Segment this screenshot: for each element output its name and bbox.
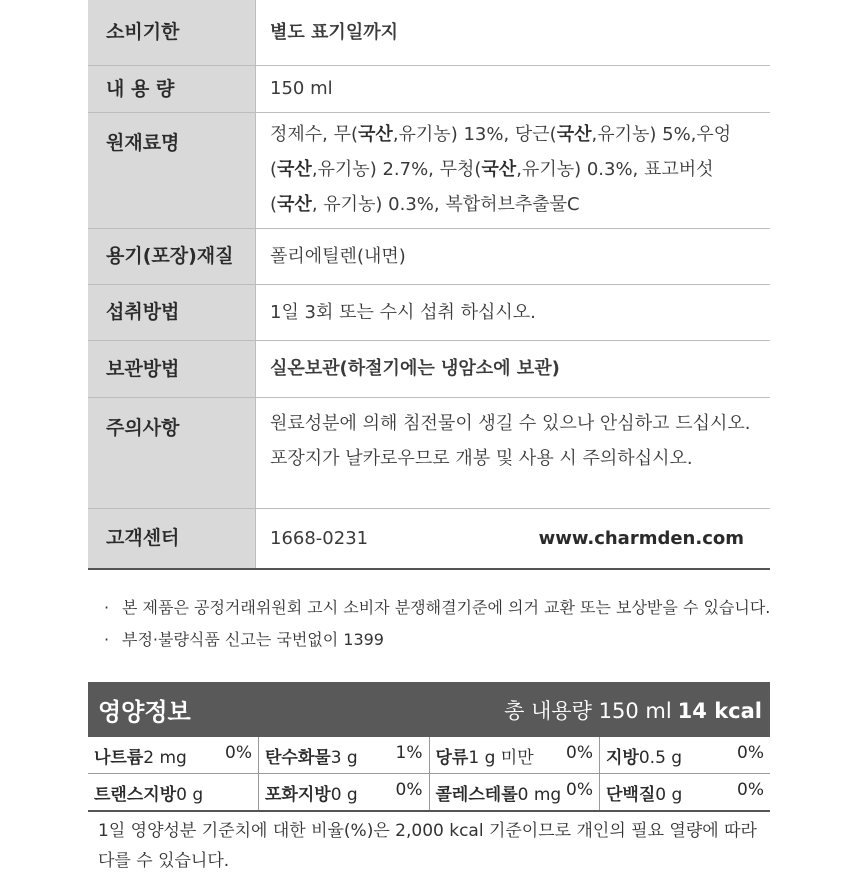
- nutrient-carbohydrate: 탄수화물3 g 1%: [259, 737, 430, 774]
- nutrition-facts: [88, 682, 770, 812]
- row-container: [88, 229, 770, 285]
- notice-list: [104, 592, 770, 656]
- nutrition-row: [88, 774, 770, 812]
- label-storage: 보관방법: [88, 341, 256, 397]
- row-expiry: [88, 0, 770, 66]
- label-customer-center: 고객센터: [88, 509, 256, 568]
- row-ingredients: [88, 113, 770, 229]
- cs-phone: 1668-0231: [270, 528, 369, 549]
- nutrition-header: [88, 682, 770, 737]
- label-intake: 섭취방법: [88, 285, 256, 340]
- row-customer-center: [88, 509, 770, 570]
- value-customer-center: [256, 509, 770, 568]
- label-volume: 내 용 량: [88, 66, 256, 112]
- product-info-table: [88, 0, 770, 570]
- label-expiry: 소비기한: [88, 0, 256, 65]
- value-container: 폴리에틸렌(내면): [270, 246, 406, 267]
- ingredients-line-1: 정제수, 무(국산,유기농) 13%, 당근(국산,유기농) 5%,우엉: [270, 124, 732, 145]
- nutrition-row: [88, 737, 770, 774]
- nutrition-footnote: 1일 영양성분 기준치에 대한 비율(%)은 2,000 kcal 기준이므로 개인의 필요 열량에 따라 다를 수 있습니다.: [98, 821, 757, 871]
- row-storage: [88, 341, 770, 398]
- nutrition-total: 총 내용량 150 ml 14 kcal: [504, 698, 762, 723]
- caution-line-1: 원료성분에 의해 침전물이 생길 수 있으나 안심하고 드십시오.: [270, 413, 751, 434]
- nutrition-title: 영양정보: [98, 698, 191, 726]
- ingredients-line-2: (국산,유기농) 2.7%, 무청(국산,유기농) 0.3%, 표고버섯: [270, 159, 714, 180]
- nutrient-saturated-fat: 포화지방0 g 0%: [259, 774, 430, 812]
- nutrition-grid: [88, 737, 770, 812]
- ingredients-line-3: (국산, 유기농) 0.3%, 복합허브추출물C: [270, 194, 580, 215]
- label-container: 용기(포장)재질: [88, 229, 256, 284]
- notice-item: · 부정·불량식품 신고는 국번없이 1399: [104, 630, 384, 649]
- value-storage: 실온보관(하절기에는 냉암소에 보관): [270, 358, 560, 379]
- row-volume: [88, 66, 770, 113]
- value-ingredients: [256, 113, 770, 228]
- nutrient-sugars: 당류1 g 미만 0%: [429, 737, 600, 774]
- caution-line-2: 포장지가 날카로우므로 개봉 및 사용 시 주의하십시오.: [270, 448, 693, 469]
- nutrient-cholesterol: 콜레스테롤0 mg 0%: [429, 774, 600, 812]
- row-intake: [88, 285, 770, 341]
- value-caution: [256, 398, 770, 508]
- value-expiry: 별도 표기일까지: [270, 22, 398, 43]
- cs-website-link[interactable]: www.charmden.com: [538, 528, 744, 549]
- nutrient-protein: 단백질0 g 0%: [600, 774, 771, 812]
- value-volume: 150 ml: [270, 78, 333, 99]
- notice-item: · 본 제품은 공정거래위원회 고시 소비자 분쟁해결기준에 의거 교환 또는 보상받을 수 있습니다.: [104, 598, 771, 617]
- value-intake: 1일 3회 또는 수시 섭취 하십시오.: [270, 302, 536, 323]
- nutrient-trans-fat: 트랜스지방0 g: [88, 774, 259, 812]
- row-caution: [88, 398, 770, 509]
- nutrient-fat: 지방0.5 g 0%: [600, 737, 771, 774]
- label-caution: 주의사항: [88, 398, 256, 508]
- nutrient-sodium: 나트륨2 mg 0%: [88, 737, 259, 774]
- label-ingredients: 원재료명: [88, 113, 256, 228]
